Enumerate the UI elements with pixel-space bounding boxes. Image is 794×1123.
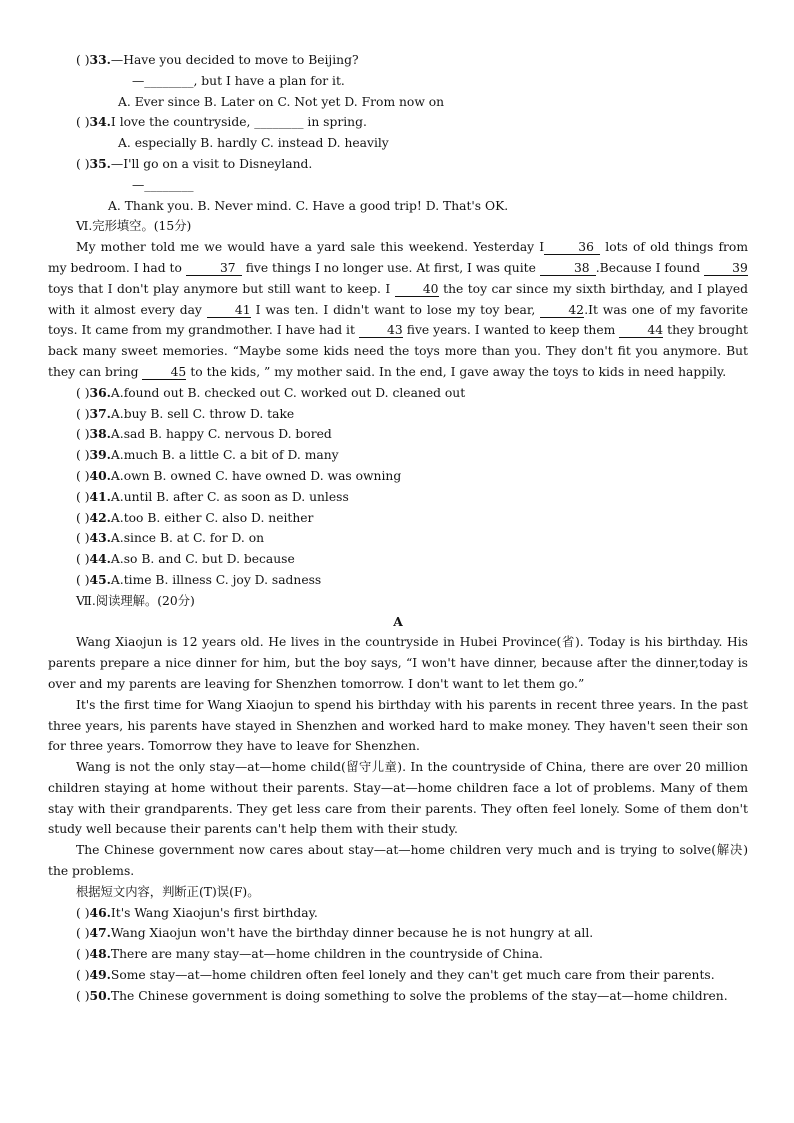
- answer-bracket[interactable]: ( ): [76, 905, 90, 920]
- cloze-text: they brought back many sweet memories. “Maybe some kids need the toys more than you. They don't fit you anymore. But they can bring: [48, 323, 748, 379]
- cloze-blank-41: 41: [207, 303, 251, 318]
- answer-bracket[interactable]: ( ): [76, 926, 90, 941]
- reading-paragraph-1: Wang Xiaojun is 12 years old. He lives in the countryside in Hubei Province(省). Today is his birthday. His parents prepare a nice dinner for him, but the boy says, “I won't have dinner, because after the dinner,today is over and my parents are leaving for Shenzhen tomorrow. I don't want to let them go.”: [48, 635, 748, 691]
- cloze-text: .Because I found: [595, 260, 704, 275]
- question-options: A.own B. owned C. have owned D. was owning: [110, 468, 402, 483]
- tf-question-46: [48, 903, 748, 924]
- exam-page: [48, 50, 748, 1007]
- question-text: I love the countryside, ________ in spring.: [110, 115, 367, 130]
- cloze-question-41: [48, 487, 748, 508]
- question-number: 42.: [89, 509, 111, 525]
- question-33-options: A. Ever since B. Later on C. Not yet D. From now on: [118, 94, 445, 109]
- question-text: —I'll go on a visit to Disneyland.: [110, 156, 313, 171]
- question-number: 44.: [89, 551, 111, 567]
- answer-bracket[interactable]: ( ): [76, 489, 90, 504]
- cloze-text: My mother told me we would have a yard sale this weekend. Yesterday I: [76, 240, 545, 255]
- answer-bracket[interactable]: ( ): [76, 156, 90, 171]
- question-33: [48, 50, 748, 71]
- cloze-blank-38: 38: [540, 261, 596, 276]
- question-options: A.much B. a little C. a bit of D. many: [110, 448, 339, 463]
- cloze-question-43: [48, 528, 748, 549]
- cloze-text: five years. I wanted to keep them: [402, 323, 620, 338]
- question-text: Some stay—at—home children often feel lonely and they can't get much care from their parents.: [110, 968, 715, 983]
- question-number: 49.: [89, 967, 111, 983]
- passage-label: A: [393, 613, 403, 629]
- question-number: 41.: [89, 488, 111, 504]
- question-options: A.until B. after C. as soon as D. unless: [110, 489, 349, 504]
- question-text: —Have you decided to move to Beijing?: [110, 53, 359, 67]
- cloze-blank-45: 45: [142, 365, 186, 380]
- question-number: 35.: [89, 155, 111, 171]
- cloze-text: I was ten. I didn't want to lose my toy bear,: [250, 302, 541, 317]
- cloze-question-40: [48, 466, 748, 487]
- question-options: A.found out B. checked out C. worked out D. cleaned out: [110, 385, 466, 400]
- question-text: The Chinese government is doing something to solve the problems of the stay—at—home children.: [110, 988, 728, 1003]
- answer-bracket[interactable]: ( ): [76, 552, 90, 567]
- cloze-question-45: [48, 570, 748, 591]
- cloze-blank-44: 44: [619, 323, 663, 338]
- answer-bracket[interactable]: ( ): [76, 448, 90, 463]
- cloze-question-38: [48, 424, 748, 445]
- tf-question-49: [48, 965, 748, 986]
- question-35-reply: —________: [132, 177, 194, 192]
- tf-question-47: [48, 923, 748, 944]
- question-number: 38.: [89, 426, 111, 442]
- question-35-options: A. Thank you. B. Never mind. C. Have a good trip! D. That's OK.: [108, 198, 509, 213]
- question-text: There are many stay—at—home children in the countryside of China.: [110, 947, 543, 962]
- question-number: 33.: [89, 52, 111, 67]
- reading-paragraph-3: Wang is not the only stay—at—home child(留守儿童). In the countryside of China, there are over 20 million children staying at home without their parents. Stay—at—home children face a lot of problems. Many of them stay with their grandparents. They get less care from their parents. They often feel lonely. Some of them don't study well because their parents can't help them with their study.: [48, 760, 748, 837]
- cloze-text: the toy car since my sixth birthday, and I played with it almost every day: [48, 281, 748, 317]
- question-number: 45.: [89, 571, 111, 587]
- question-number: 39.: [89, 447, 111, 463]
- question-number: 48.: [89, 946, 111, 962]
- cloze-text: toys that I don't play anymore but still want to keep. I: [48, 281, 395, 296]
- question-number: 36.: [89, 384, 111, 400]
- question-number: 34.: [89, 114, 111, 130]
- answer-bracket[interactable]: ( ): [76, 406, 90, 421]
- question-options: A.too B. either C. also D. neither: [110, 510, 314, 525]
- reading-paragraph-2: It's the first time for Wang Xiaojun to spend his birthday with his parents in recent three years. In the past three years, his parents have stayed in Shenzhen and worked hard to make money. They haven't seen their son for three years. Tomorrow they have to leave for Shenzhen.: [48, 697, 748, 754]
- question-34: [48, 112, 748, 133]
- question-options: A.sad B. happy C. nervous D. bored: [110, 427, 332, 442]
- answer-bracket[interactable]: ( ): [76, 531, 90, 546]
- answer-bracket[interactable]: ( ): [76, 968, 90, 983]
- cloze-blank-40: 40: [395, 282, 439, 297]
- answer-bracket[interactable]: ( ): [76, 988, 90, 1003]
- question-number: 50.: [89, 987, 111, 1003]
- cloze-question-39: [48, 445, 748, 466]
- question-33-reply: —________, but I have a plan for it.: [132, 73, 345, 88]
- section-7-title: Ⅶ.阅读理解。(20分): [76, 593, 195, 608]
- reading-instruction: 根据短文内容，判断正(T)误(F)。: [76, 884, 260, 899]
- cloze-question-36: [48, 383, 748, 404]
- tf-question-48: [48, 944, 748, 965]
- question-34-options: A. especially B. hardly C. instead D. heavily: [118, 136, 389, 151]
- question-options: A.buy B. sell C. throw D. take: [110, 406, 295, 421]
- cloze-text: to the kids, ” my mother said. In the end, I gave away the toys to kids in need happily.: [186, 364, 727, 379]
- cloze-blank-39: 39: [704, 261, 748, 276]
- cloze-text: lots of old things from my bedroom. I had to: [48, 240, 748, 275]
- cloze-question-42: [48, 508, 748, 529]
- answer-bracket[interactable]: ( ): [76, 468, 90, 483]
- cloze-question-list: [48, 383, 748, 591]
- cloze-blank-42: 42: [540, 303, 584, 318]
- question-options: A.so B. and C. but D. because: [110, 552, 295, 567]
- question-text: Wang Xiaojun won't have the birthday dinner because he is not hungry at all.: [110, 926, 594, 941]
- question-text: It's Wang Xiaojun's first birthday.: [110, 905, 318, 920]
- question-options: A.time B. illness C. joy D. sadness: [110, 572, 322, 587]
- answer-bracket[interactable]: ( ): [76, 115, 90, 130]
- question-number: 43.: [89, 530, 111, 546]
- question-35: [48, 154, 748, 175]
- answer-bracket[interactable]: ( ): [76, 427, 90, 442]
- question-options: A.since B. at C. for D. on: [110, 531, 265, 546]
- answer-bracket[interactable]: ( ): [76, 53, 90, 67]
- cloze-text: .It was one of my favorite toys. It came from my grandmother. I have had it: [48, 302, 748, 338]
- question-number: 37.: [89, 405, 111, 421]
- true-false-list: [48, 903, 748, 1007]
- answer-bracket[interactable]: ( ): [76, 385, 90, 400]
- section-6-title: Ⅵ.完形填空。(15分): [76, 219, 192, 234]
- reading-paragraph-4: The Chinese government now cares about stay—at—home children very much and is trying to solve(解决) the problems.: [48, 843, 748, 879]
- cloze-question-44: [48, 549, 748, 570]
- question-number: 47.: [89, 925, 111, 941]
- question-number: 46.: [89, 904, 111, 920]
- tf-question-50: [48, 986, 748, 1007]
- answer-bracket[interactable]: ( ): [76, 510, 90, 525]
- cloze-blank-36: 36: [544, 240, 600, 255]
- cloze-text: five things I no longer use. At first, I was quite: [241, 260, 540, 275]
- answer-bracket[interactable]: ( ): [76, 947, 90, 962]
- cloze-blank-37: 37: [186, 261, 242, 276]
- cloze-passage: [48, 237, 748, 383]
- cloze-blank-43: 43: [359, 323, 403, 338]
- answer-bracket[interactable]: ( ): [76, 572, 90, 587]
- question-number: 40.: [89, 467, 111, 483]
- cloze-question-37: [48, 404, 748, 425]
